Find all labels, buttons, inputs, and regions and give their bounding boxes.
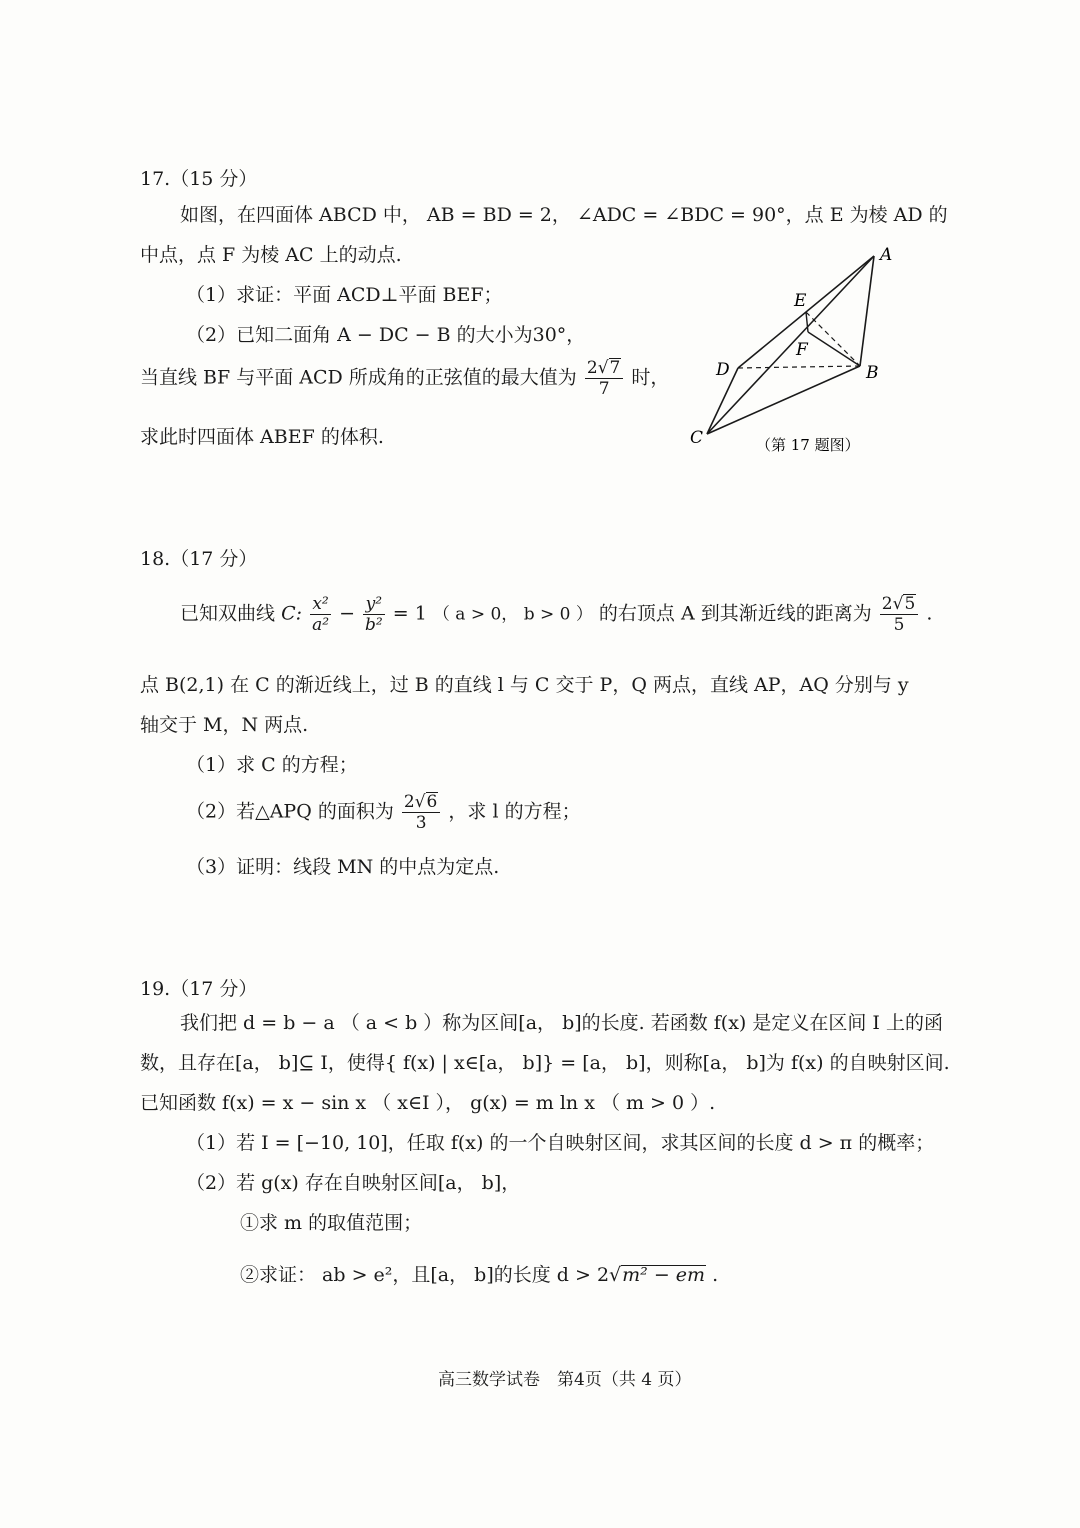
q18-curve-name: C: bbox=[281, 602, 303, 625]
edge-AB bbox=[860, 256, 874, 366]
q18-cond: （ a > 0， b > 0 ） bbox=[432, 604, 593, 625]
edge-CB bbox=[707, 366, 860, 434]
label-C: C bbox=[690, 428, 704, 448]
q18-part2-suffix: ，求 l 的方程； bbox=[448, 800, 581, 823]
label-F: F bbox=[796, 340, 808, 360]
q18-area-num-radicand: 6 bbox=[426, 792, 438, 812]
q18-stem bbox=[180, 594, 932, 635]
q18-stem-prefix: 已知双曲线 bbox=[180, 602, 276, 625]
segment-EB bbox=[806, 312, 860, 366]
label-B: B bbox=[866, 363, 879, 383]
q18-y-den: b² bbox=[365, 615, 383, 635]
q18-line3: 轴交于 M，N 两点. bbox=[140, 714, 309, 736]
label-D: D bbox=[716, 360, 730, 380]
q17-condition-prefix: 当直线 BF 与平面 ACD 所成角的正弦值的最大值为 bbox=[140, 366, 577, 389]
q18-x-fraction bbox=[310, 594, 331, 635]
q19-part1: （1）若 I = [−10, 10]，任取 f(x) 的一个自映射区间，求其区间的长度 d > π 的概率； bbox=[186, 1132, 935, 1154]
q17-stem-line1: 如图，在四面体 ABCD 中， AB = BD = 2， ∠ADC = ∠BDC = 90°，点 E 为棱 AD 的 bbox=[180, 204, 948, 226]
q17-tetrahedron-figure bbox=[680, 238, 910, 463]
q17-final: 求此时四面体 ABEF 的体积. bbox=[140, 426, 384, 448]
q17-sine-num-coef: 2 bbox=[586, 358, 598, 378]
q18-y-fraction bbox=[363, 594, 385, 635]
q18-part3: （3）证明：线段 MN 的中点为定点. bbox=[186, 856, 500, 878]
q18-part2 bbox=[186, 792, 581, 833]
q19-sub2-prefix: ②求证： ab > e²，且[a， b]的长度 d > 2 bbox=[240, 1264, 610, 1286]
q19-line2: 数，且存在[a， b]⊆ I，使得{ f(x) | x∈[a， b]} = [a， b]，则称[a， b]为 f(x) 的自映射区间. bbox=[140, 1052, 950, 1074]
q19-sub2-radicand: m² − em bbox=[622, 1264, 706, 1286]
q18-x-den: a² bbox=[312, 615, 330, 635]
q17-part1: （1）求证：平面 ACD⊥平面 BEF； bbox=[186, 284, 503, 306]
page-footer: 高三数学试卷 第4页（共 4 页） bbox=[438, 1370, 692, 1390]
q18-y-num: y² bbox=[363, 594, 385, 615]
q17-sine-den: 7 bbox=[598, 379, 610, 399]
q19-sub1: ①求 m 的取值范围； bbox=[240, 1212, 423, 1234]
q17-part2: （2）已知二面角 A − DC − B 的大小为30°， bbox=[186, 324, 586, 346]
label-A: A bbox=[880, 245, 893, 265]
q17-sine-fraction: $\frac{2√7}{7}$ bbox=[585, 358, 624, 399]
q18-dist-num-coef: 2 bbox=[881, 594, 893, 614]
segment-FB bbox=[808, 332, 860, 366]
q19-line1: 我们把 d = b − a （ a < b ）称为区间[a， b]的长度. 若函数 f(x) 是定义在区间 I 上的函 bbox=[180, 1012, 943, 1034]
q18-area-den: 3 bbox=[415, 813, 427, 833]
q18-minus: − bbox=[339, 602, 355, 625]
q18-eq-one: = 1 bbox=[392, 602, 427, 625]
q18-area-num-coef: 2 bbox=[403, 792, 415, 812]
q19-part2: （2）若 g(x) 存在自映射区间[a， b]， bbox=[186, 1172, 521, 1194]
q18-part1: （1）求 C 的方程； bbox=[186, 754, 358, 776]
q17-stem-line2: 中点，点 F 为棱 AC 上的动点. bbox=[140, 244, 402, 266]
q17-header: 17.（15 分） bbox=[140, 168, 258, 190]
label-E: E bbox=[794, 291, 807, 311]
q18-stem-mid: 的右顶点 A 到其渐近线的距离为 bbox=[598, 602, 872, 625]
q18-header: 18.（17 分） bbox=[140, 548, 258, 570]
q19-header: 19.（17 分） bbox=[140, 978, 258, 1000]
q17-sine-num-radicand: 7 bbox=[609, 358, 621, 378]
q17-condition bbox=[140, 358, 669, 399]
q19-line3: 已知函数 f(x) = x − sin x （ x∈I ）， g(x) = m ln x （ m > 0 ）. bbox=[140, 1092, 716, 1114]
q19-sub2-suffix: . bbox=[712, 1264, 719, 1286]
q18-dist-den: 5 bbox=[893, 615, 905, 635]
q18-line2: 点 B(2,1) 在 C 的渐近线上，过 B 的直线 l 与 C 交于 P，Q 两点，直线 AP，AQ 分别与 y bbox=[140, 674, 909, 696]
edge-CA bbox=[707, 256, 874, 434]
q18-part2-prefix: （2）若△APQ 的面积为 bbox=[186, 800, 394, 823]
q18-area-fraction: $\frac{2√6}{3}$ bbox=[402, 792, 441, 833]
q18-dist-num-radicand: 5 bbox=[904, 594, 916, 614]
edge-DB bbox=[738, 366, 860, 368]
q17-condition-suffix: 时， bbox=[631, 366, 670, 389]
q18-distance-fraction: $\frac{2√5}{5}$ bbox=[880, 594, 919, 635]
q18-x-num: x² bbox=[310, 594, 331, 615]
q17-figure-caption: （第 17 题图） bbox=[756, 436, 860, 454]
q18-stem-end: . bbox=[926, 602, 933, 625]
q19-sub2: ②求证： ab > e²，且[a， b]的长度 d > 2√m² − em . bbox=[240, 1264, 719, 1286]
